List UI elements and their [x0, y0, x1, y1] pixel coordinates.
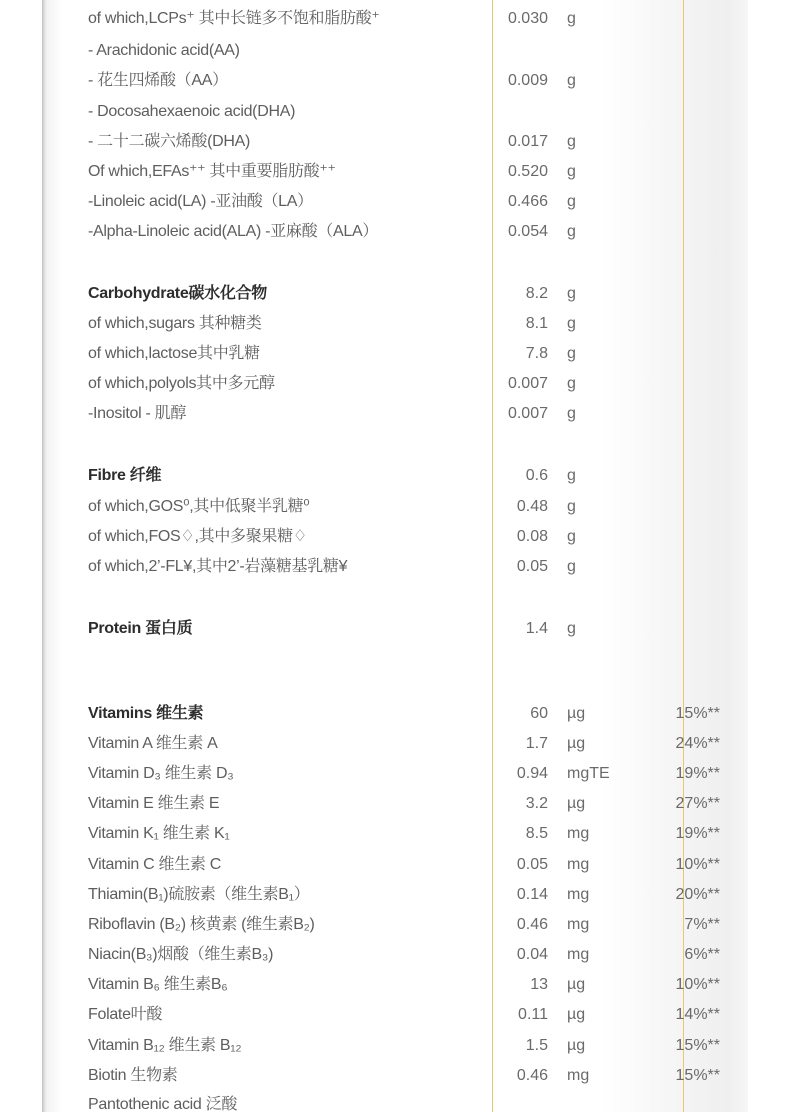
nutrient-unit: g [567, 10, 576, 27]
nutrient-unit: g [567, 467, 576, 484]
table-row [0, 522, 790, 552]
nutrient-percent: 10%** [675, 856, 720, 873]
nutrient-name: Pantothenic acid 泛酸 [88, 1096, 238, 1113]
nutrient-amount: 8.2 [525, 285, 548, 302]
nutrient-amount: 0.14 [516, 886, 548, 903]
table-row [0, 279, 790, 309]
nutrient-amount: 0.48 [516, 498, 548, 515]
nutrient-amount: 0.46 [516, 1067, 548, 1084]
nutrient-name: Fibre 纤维 [88, 467, 162, 484]
nutrient-percent: 15%** [675, 1067, 720, 1084]
nutrient-amount: 13 [530, 976, 548, 993]
table-row [0, 552, 790, 582]
nutrient-unit: µg [567, 705, 586, 722]
table-row [0, 910, 790, 940]
table-row [0, 339, 790, 369]
nutrient-unit: g [567, 528, 576, 545]
nutrient-amount: 8.5 [525, 825, 548, 842]
nutrient-unit: g [567, 345, 576, 362]
nutrient-name: Niacin(B₃)烟酸（维生素B₃) [88, 946, 274, 963]
nutrient-percent: 14%** [675, 1006, 720, 1023]
table-row [0, 369, 790, 399]
nutrient-unit: g [567, 163, 576, 180]
nutrient-name: - 二十二碳六烯酸(DHA) [88, 133, 251, 150]
nutrient-name: Carbohydrate碳水化合物 [88, 285, 267, 302]
nutrient-unit: µg [567, 1006, 586, 1023]
nutrient-unit: g [567, 620, 576, 637]
nutrient-unit: g [567, 223, 576, 240]
nutrient-unit: µg [567, 1037, 586, 1054]
table-row [0, 187, 790, 217]
nutrient-amount: 0.46 [516, 916, 548, 933]
nutrient-name: Protein 蛋白质 [88, 620, 193, 637]
table-row [0, 36, 790, 66]
nutrient-amount: 0.017 [507, 133, 548, 150]
table-row [0, 789, 790, 819]
nutrient-name: Folate叶酸 [88, 1006, 163, 1023]
nutrient-unit: g [567, 315, 576, 332]
nutrient-unit: mg [567, 1067, 590, 1084]
table-row [0, 1090, 790, 1120]
nutrient-name: of which,GOS⁰,其中低聚半乳糖⁰ [88, 498, 310, 515]
nutrient-name: of which,polyols其中多元醇 [88, 375, 275, 392]
nutrient-unit: µg [567, 976, 586, 993]
nutrient-name: - Docosahexaenoic acid(DHA) [88, 103, 296, 120]
table-row [0, 880, 790, 910]
nutrient-unit: g [567, 72, 576, 89]
table-row [0, 1031, 790, 1061]
nutrient-name: Vitamin B₁₂ 维生素 B₁₂ [88, 1037, 242, 1054]
nutrient-unit: mg [567, 886, 590, 903]
nutrient-name: -Inositol - 肌醇 [88, 405, 187, 422]
nutrient-name: Vitamin A 维生素 A [88, 735, 218, 752]
nutrient-amount: 7.8 [525, 345, 548, 362]
nutrient-unit: g [567, 375, 576, 392]
table-row [0, 819, 790, 849]
nutrient-amount: 0.11 [518, 1006, 548, 1023]
nutrient-amount: 0.6 [525, 467, 548, 484]
nutrient-percent: 24%** [675, 735, 720, 752]
nutrient-amount: 0.04 [516, 946, 548, 963]
nutrient-unit: g [567, 405, 576, 422]
nutrient-amount: 8.1 [525, 315, 548, 332]
nutrient-unit: mgTE [567, 765, 610, 782]
nutrient-amount: 0.520 [507, 163, 548, 180]
nutrient-unit: mg [567, 856, 590, 873]
table-row [0, 614, 790, 644]
nutrient-name: Vitamin D₃ 维生素 D₃ [88, 765, 234, 782]
table-row [0, 940, 790, 970]
nutrient-percent: 19%** [675, 825, 720, 842]
nutrient-unit: g [567, 285, 576, 302]
nutrient-amount: 3.2 [525, 795, 548, 812]
table-row [0, 759, 790, 789]
table-row [0, 461, 790, 491]
nutrient-percent: 27%** [675, 795, 720, 812]
nutrient-amount: 0.94 [516, 765, 548, 782]
nutrient-amount: 0.054 [507, 223, 548, 240]
table-row [0, 1061, 790, 1091]
nutrient-name: -Linoleic acid(LA) -亚油酸（LA） [88, 193, 313, 210]
table-row [0, 127, 790, 157]
table-row [0, 157, 790, 187]
table-row [0, 97, 790, 127]
nutrient-percent: 10%** [675, 976, 720, 993]
nutrient-amount: 0.05 [516, 558, 548, 575]
table-row [0, 4, 790, 34]
nutrient-unit: mg [567, 825, 590, 842]
nutrient-amount: 0.030 [507, 10, 548, 27]
nutrient-percent: 6%** [684, 946, 720, 963]
nutrient-name: Vitamins 维生素 [88, 705, 204, 722]
nutrient-name: Biotin 生物素 [88, 1067, 178, 1084]
nutrient-amount: 1.7 [525, 735, 548, 752]
nutrient-unit: g [567, 558, 576, 575]
nutrient-name: - Arachidonic acid(AA) [88, 42, 240, 59]
nutrient-name: Riboflavin (B₂) 核黄素 (维生素B₂) [88, 916, 315, 933]
nutrient-name: Vitamin E 维生素 E [88, 795, 220, 812]
nutrient-name: -Alpha-Linoleic acid(ALA) -亚麻酸（ALA） [88, 223, 379, 240]
nutrient-percent: 7%** [684, 916, 720, 933]
nutrient-percent: 15%** [675, 705, 720, 722]
nutrient-name: Vitamin C 维生素 C [88, 856, 222, 873]
table-row [0, 399, 790, 429]
table-row [0, 699, 790, 729]
nutrient-percent: 15%** [675, 1037, 720, 1054]
nutrient-unit: µg [567, 795, 586, 812]
nutrient-name: Vitamin K₁ 维生素 K₁ [88, 825, 230, 842]
nutrient-name: - 花生四烯酸（AA） [88, 72, 228, 89]
nutrient-unit: mg [567, 946, 590, 963]
table-row [0, 1000, 790, 1030]
nutrient-unit: g [567, 133, 576, 150]
table-row [0, 850, 790, 880]
nutrient-name: Vitamin B₆ 维生素B₆ [88, 976, 228, 993]
nutrient-unit: g [567, 193, 576, 210]
table-row [0, 970, 790, 1000]
table-row [0, 309, 790, 339]
nutrient-percent: 19%** [675, 765, 720, 782]
nutrient-amount: 1.4 [525, 620, 548, 637]
nutrient-name: of which,FOS♢,其中多聚果糖♢ [88, 528, 307, 545]
nutrient-amount: 0.007 [507, 405, 548, 422]
nutrient-amount: 60 [530, 705, 548, 722]
nutrient-amount: 0.009 [507, 72, 548, 89]
nutrient-amount: 0.05 [516, 856, 548, 873]
nutrient-name: of which,LCPs⁺ 其中长链多不饱和脂肪酸⁺ [88, 10, 380, 27]
nutrient-unit: µg [567, 735, 586, 752]
table-row [0, 729, 790, 759]
nutrient-name: of which,2’-FL¥,其中2’-岩藻糖基乳糖¥ [88, 558, 348, 575]
nutrient-unit: g [567, 498, 576, 515]
table-row [0, 66, 790, 96]
nutrient-amount: 1.5 [525, 1037, 548, 1054]
table-row [0, 492, 790, 522]
nutrient-amount: 0.08 [516, 528, 548, 545]
nutrient-name: of which,lactose其中乳糖 [88, 345, 260, 362]
nutrient-unit: mg [567, 916, 590, 933]
nutrient-percent: 20%** [675, 886, 720, 903]
nutrient-name: of which,sugars 其种糖类 [88, 315, 262, 332]
nutrient-name: Of which,EFAs⁺⁺ 其中重要脂肪酸⁺⁺ [88, 163, 336, 180]
table-row [0, 217, 790, 247]
nutrient-name: Thiamin(B₁)硫胺素（维生素B₁） [88, 886, 310, 903]
nutrient-amount: 0.007 [507, 375, 548, 392]
nutrient-amount: 0.466 [507, 193, 548, 210]
